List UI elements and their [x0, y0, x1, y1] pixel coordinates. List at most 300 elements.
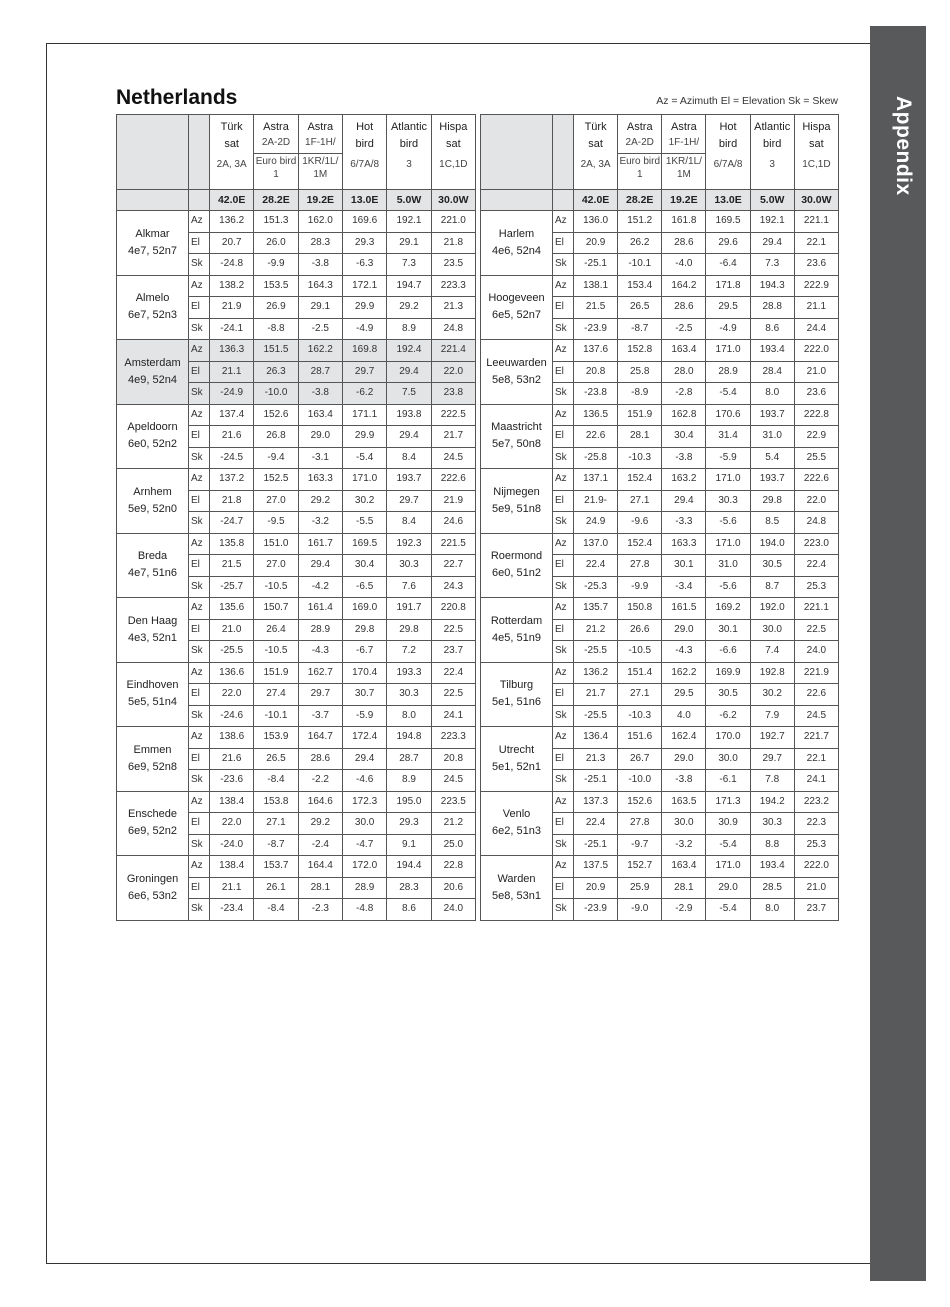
- city-cell: [481, 404, 553, 469]
- city-cell: [117, 211, 189, 276]
- value-cell: 28.1: [298, 877, 342, 899]
- value-cell: -5.9: [342, 705, 386, 727]
- value-cell: 30.2: [750, 684, 794, 706]
- city-coords: 4e5, 51n9: [492, 631, 541, 644]
- param-label: Az: [553, 791, 574, 813]
- value-cell: 21.1: [210, 877, 254, 899]
- city-name: Tilburg: [499, 679, 534, 692]
- value-cell: 163.4: [662, 856, 706, 878]
- value-cell: 21.6: [210, 748, 254, 770]
- satellite-group: Euro bird 1: [254, 153, 298, 181]
- value-cell: 221.1: [794, 211, 838, 233]
- value-cell: 136.0: [574, 211, 618, 233]
- value-cell: 223.3: [431, 275, 475, 297]
- value-cell: 23.5: [431, 254, 475, 276]
- value-cell: 171.1: [342, 404, 386, 426]
- value-cell: 164.4: [298, 856, 342, 878]
- param-label: Az: [189, 791, 210, 813]
- value-cell: 136.3: [210, 340, 254, 362]
- orbit-position: 5.0W: [387, 190, 431, 211]
- value-cell: 29.4: [750, 232, 794, 254]
- satellite-header: [254, 115, 298, 190]
- value-cell: 193.7: [750, 404, 794, 426]
- value-cell: -5.6: [706, 512, 750, 534]
- value-cell: 29.6: [706, 232, 750, 254]
- value-cell: 135.8: [210, 533, 254, 555]
- city-name: Roermond: [490, 550, 543, 563]
- city-cell: [481, 340, 553, 405]
- table-row: [481, 533, 839, 555]
- orbit-position: 30.0W: [431, 190, 475, 211]
- satellite-name: Astra: [626, 121, 653, 133]
- value-cell: -4.7: [342, 834, 386, 856]
- value-cell: 152.8: [618, 340, 662, 362]
- satellite-group: Euro bird 1: [618, 153, 662, 181]
- param-label: Sk: [189, 383, 210, 405]
- table-row: [481, 598, 839, 620]
- value-cell: 162.4: [662, 727, 706, 749]
- table-row: [481, 211, 839, 233]
- value-cell: 221.5: [431, 533, 475, 555]
- value-cell: 151.3: [254, 211, 298, 233]
- satellite-name: Atlantic: [754, 121, 791, 133]
- table-row: [481, 275, 839, 297]
- value-cell: 22.3: [794, 813, 838, 835]
- city-name: Leeuwarden: [486, 356, 547, 369]
- satellite-name: Türk: [220, 121, 243, 133]
- value-cell: 29.8: [387, 619, 431, 641]
- city-cell: [481, 856, 553, 921]
- orbit-position: 28.2E: [254, 190, 298, 211]
- value-cell: 21.7: [574, 684, 618, 706]
- value-cell: 29.0: [662, 619, 706, 641]
- value-cell: 24.5: [431, 770, 475, 792]
- value-cell: 192.3: [387, 533, 431, 555]
- satellite-subname: bird: [399, 138, 419, 150]
- value-cell: 24.1: [794, 770, 838, 792]
- value-cell: 151.0: [254, 533, 298, 555]
- value-cell: 137.2: [210, 469, 254, 491]
- satellite-subname: bird: [718, 138, 738, 150]
- table-row: [117, 469, 476, 491]
- satellite-header: [662, 115, 706, 190]
- city-name: Den Haag: [127, 614, 178, 627]
- value-cell: 162.8: [662, 404, 706, 426]
- city-coords: 6e0, 51n2: [492, 567, 541, 580]
- value-cell: 138.4: [210, 791, 254, 813]
- value-cell: 8.4: [387, 447, 431, 469]
- value-cell: 28.6: [662, 297, 706, 319]
- satellite-name: Hispa: [802, 121, 831, 133]
- param-label: El: [189, 619, 210, 641]
- satellite-subname: bird: [763, 138, 782, 150]
- value-cell: 192.1: [750, 211, 794, 233]
- city-coords: 4e3, 52n1: [128, 631, 177, 644]
- header-blank: [481, 115, 553, 190]
- value-cell: 21.5: [210, 555, 254, 577]
- value-cell: 28.1: [618, 426, 662, 448]
- value-cell: 26.9: [254, 297, 298, 319]
- param-label: El: [553, 684, 574, 706]
- value-cell: 222.5: [431, 404, 475, 426]
- param-label: El: [553, 232, 574, 254]
- value-cell: 222.6: [794, 469, 838, 491]
- value-cell: 221.4: [431, 340, 475, 362]
- value-cell: 29.2: [298, 813, 342, 835]
- value-cell: 21.0: [794, 877, 838, 899]
- param-label: Sk: [553, 770, 574, 792]
- value-cell: 7.8: [750, 770, 794, 792]
- value-cell: 28.9: [706, 361, 750, 383]
- value-cell: 29.5: [706, 297, 750, 319]
- value-cell: 136.6: [210, 662, 254, 684]
- value-cell: 24.1: [431, 705, 475, 727]
- value-cell: 222.8: [794, 404, 838, 426]
- value-cell: 163.5: [662, 791, 706, 813]
- value-cell: 22.5: [431, 619, 475, 641]
- value-cell: 193.4: [750, 856, 794, 878]
- table-row: [481, 340, 839, 362]
- value-cell: 26.7: [618, 748, 662, 770]
- value-cell: 8.6: [750, 318, 794, 340]
- value-cell: 29.2: [387, 297, 431, 319]
- value-cell: -10.5: [618, 641, 662, 663]
- value-cell: 169.8: [342, 340, 386, 362]
- value-cell: -3.2: [662, 834, 706, 856]
- value-cell: -25.5: [574, 705, 618, 727]
- value-cell: 21.6: [210, 426, 254, 448]
- header-blank: [189, 115, 210, 190]
- value-cell: 222.0: [794, 340, 838, 362]
- city-cell: [117, 533, 189, 598]
- value-cell: 21.0: [794, 361, 838, 383]
- param-label: Az: [553, 662, 574, 684]
- value-cell: -2.9: [662, 899, 706, 921]
- value-cell: 162.0: [298, 211, 342, 233]
- value-cell: 30.7: [342, 684, 386, 706]
- value-cell: -24.7: [210, 512, 254, 534]
- value-cell: 26.2: [618, 232, 662, 254]
- param-label: Az: [189, 404, 210, 426]
- value-cell: 162.2: [662, 662, 706, 684]
- value-cell: 7.3: [750, 254, 794, 276]
- param-label: Az: [189, 275, 210, 297]
- param-label: Az: [553, 404, 574, 426]
- city-cell: [117, 340, 189, 405]
- value-cell: 171.8: [706, 275, 750, 297]
- value-cell: 7.3: [387, 254, 431, 276]
- value-cell: 28.9: [298, 619, 342, 641]
- value-cell: 8.0: [750, 899, 794, 921]
- table-row: [117, 340, 476, 362]
- value-cell: 8.9: [387, 318, 431, 340]
- value-cell: 153.9: [254, 727, 298, 749]
- city-name: Maastricht: [491, 421, 542, 434]
- value-cell: 20.9: [574, 877, 618, 899]
- city-cell: [117, 727, 189, 792]
- city-coords: 5e1, 51n6: [492, 696, 541, 709]
- city-cell: [117, 469, 189, 534]
- value-cell: -6.4: [706, 254, 750, 276]
- value-cell: 29.0: [662, 748, 706, 770]
- city-cell: [481, 598, 553, 663]
- value-cell: 7.9: [750, 705, 794, 727]
- param-label: Sk: [189, 576, 210, 598]
- city-cell: [117, 662, 189, 727]
- param-label: Sk: [553, 705, 574, 727]
- value-cell: 194.3: [750, 275, 794, 297]
- param-label: Az: [189, 856, 210, 878]
- satellite-subname: 1F-1H/: [305, 137, 336, 148]
- value-cell: 191.7: [387, 598, 431, 620]
- param-label: Az: [189, 727, 210, 749]
- value-cell: 152.4: [618, 469, 662, 491]
- value-cell: 8.0: [387, 705, 431, 727]
- value-cell: 21.3: [431, 297, 475, 319]
- value-cell: -23.4: [210, 899, 254, 921]
- param-label: El: [553, 555, 574, 577]
- orbit-position: 5.0W: [750, 190, 794, 211]
- value-cell: -4.0: [662, 254, 706, 276]
- satellite-subname: sat: [809, 138, 824, 150]
- city-cell: [481, 469, 553, 534]
- param-label: El: [189, 813, 210, 835]
- table-row: [117, 211, 476, 233]
- value-cell: 29.4: [387, 361, 431, 383]
- satellite-subname: sat: [224, 138, 239, 150]
- satellite-header: [618, 115, 662, 190]
- orbit-position: 13.0E: [342, 190, 386, 211]
- param-label: El: [553, 426, 574, 448]
- value-cell: 20.9: [574, 232, 618, 254]
- city-name: Groningen: [126, 872, 179, 885]
- value-cell: 25.3: [794, 576, 838, 598]
- value-cell: -3.8: [662, 447, 706, 469]
- value-cell: 192.1: [387, 211, 431, 233]
- value-cell: 30.5: [706, 684, 750, 706]
- value-cell: 30.3: [750, 813, 794, 835]
- value-cell: 150.7: [254, 598, 298, 620]
- value-cell: 171.0: [706, 533, 750, 555]
- city-coords: 5e8, 53n1: [492, 889, 541, 902]
- city-name: Amsterdam: [124, 356, 181, 369]
- value-cell: 194.2: [750, 791, 794, 813]
- value-cell: -9.9: [618, 576, 662, 598]
- param-label: Sk: [553, 641, 574, 663]
- param-label: El: [553, 361, 574, 383]
- param-label: El: [189, 684, 210, 706]
- value-cell: 25.0: [431, 834, 475, 856]
- value-cell: 151.9: [254, 662, 298, 684]
- value-cell: 26.6: [618, 619, 662, 641]
- value-cell: 28.4: [750, 361, 794, 383]
- param-label: Az: [189, 662, 210, 684]
- value-cell: 8.8: [750, 834, 794, 856]
- satellite-table-right: [480, 114, 839, 921]
- city-coords: 6e9, 52n8: [128, 760, 177, 773]
- value-cell: 138.2: [210, 275, 254, 297]
- value-cell: -24.9: [210, 383, 254, 405]
- value-cell: -5.4: [706, 383, 750, 405]
- value-cell: 194.7: [387, 275, 431, 297]
- value-cell: -6.2: [342, 383, 386, 405]
- value-cell: 164.2: [662, 275, 706, 297]
- value-cell: -25.5: [210, 641, 254, 663]
- value-cell: 24.6: [431, 512, 475, 534]
- value-cell: 164.6: [298, 791, 342, 813]
- value-cell: 7.5: [387, 383, 431, 405]
- param-label: Az: [553, 340, 574, 362]
- value-cell: 193.7: [750, 469, 794, 491]
- value-cell: -5.4: [342, 447, 386, 469]
- value-cell: 152.5: [254, 469, 298, 491]
- value-cell: 21.1: [210, 361, 254, 383]
- value-cell: -8.7: [618, 318, 662, 340]
- value-cell: 136.5: [574, 404, 618, 426]
- value-cell: 26.8: [254, 426, 298, 448]
- value-cell: 28.6: [662, 232, 706, 254]
- value-cell: 22.4: [574, 813, 618, 835]
- value-cell: 193.3: [387, 662, 431, 684]
- value-cell: -2.8: [662, 383, 706, 405]
- value-cell: 30.2: [342, 490, 386, 512]
- value-cell: 169.9: [706, 662, 750, 684]
- value-cell: 23.6: [794, 383, 838, 405]
- satellite-header: [387, 115, 431, 190]
- value-cell: -23.9: [574, 899, 618, 921]
- position-blank: [117, 190, 189, 211]
- value-cell: 8.6: [387, 899, 431, 921]
- value-cell: 28.3: [298, 232, 342, 254]
- param-label: Sk: [189, 641, 210, 663]
- value-cell: 29.0: [706, 877, 750, 899]
- value-cell: 136.2: [210, 211, 254, 233]
- value-cell: -25.1: [574, 770, 618, 792]
- value-cell: 153.7: [254, 856, 298, 878]
- value-cell: 29.5: [662, 684, 706, 706]
- value-cell: 161.5: [662, 598, 706, 620]
- value-cell: -5.5: [342, 512, 386, 534]
- table-row: [117, 404, 476, 426]
- param-label: Az: [553, 856, 574, 878]
- city-cell: [481, 791, 553, 856]
- value-cell: -9.6: [618, 512, 662, 534]
- city-name: Alkmar: [135, 227, 170, 240]
- value-cell: 9.1: [387, 834, 431, 856]
- city-name: Breda: [137, 550, 168, 563]
- city-name: Utrecht: [498, 743, 535, 756]
- satellite-header: [750, 115, 794, 190]
- value-cell: 29.8: [342, 619, 386, 641]
- value-cell: 137.6: [574, 340, 618, 362]
- satellite-name: Hot: [356, 121, 374, 133]
- value-cell: 138.6: [210, 727, 254, 749]
- satellite-subname: 2A-2D: [625, 137, 654, 148]
- value-cell: -2.5: [662, 318, 706, 340]
- value-cell: 135.6: [210, 598, 254, 620]
- city-cell: [481, 727, 553, 792]
- satellite-group: 1C,1D: [802, 159, 831, 170]
- position-blank: [553, 190, 574, 211]
- orbit-position-row: [481, 190, 839, 211]
- value-cell: 26.3: [254, 361, 298, 383]
- value-cell: -10.3: [618, 705, 662, 727]
- value-cell: 21.3: [574, 748, 618, 770]
- value-cell: 171.0: [706, 856, 750, 878]
- value-cell: 22.4: [431, 662, 475, 684]
- value-cell: 29.9: [342, 426, 386, 448]
- satellite-table-left: [116, 114, 476, 921]
- value-cell: 29.4: [342, 748, 386, 770]
- value-cell: 193.7: [387, 469, 431, 491]
- value-cell: 220.8: [431, 598, 475, 620]
- city-cell: [481, 533, 553, 598]
- value-cell: 137.4: [210, 404, 254, 426]
- value-cell: 28.5: [750, 877, 794, 899]
- satellite-header: [794, 115, 838, 190]
- param-label: Sk: [189, 254, 210, 276]
- city-cell: [481, 275, 553, 340]
- value-cell: 24.5: [794, 705, 838, 727]
- value-cell: 22.7: [431, 555, 475, 577]
- value-cell: 27.0: [254, 490, 298, 512]
- city-cell: [117, 404, 189, 469]
- satellite-group: 2A, 3A: [216, 159, 247, 170]
- city-cell: [117, 275, 189, 340]
- param-label: El: [189, 877, 210, 899]
- value-cell: -6.7: [342, 641, 386, 663]
- value-cell: -25.5: [574, 641, 618, 663]
- param-label: Az: [553, 533, 574, 555]
- value-cell: 136.4: [574, 727, 618, 749]
- value-cell: 162.2: [298, 340, 342, 362]
- value-cell: 169.5: [706, 211, 750, 233]
- value-cell: 137.5: [574, 856, 618, 878]
- value-cell: 20.7: [210, 232, 254, 254]
- value-cell: 152.4: [618, 533, 662, 555]
- value-cell: 29.7: [342, 361, 386, 383]
- param-label: Az: [189, 340, 210, 362]
- value-cell: -25.1: [574, 834, 618, 856]
- param-label: Sk: [189, 834, 210, 856]
- value-cell: -3.2: [298, 512, 342, 534]
- satellite-header: [706, 115, 750, 190]
- value-cell: 26.5: [618, 297, 662, 319]
- value-cell: 153.4: [618, 275, 662, 297]
- satellite-subname: 2A-2D: [261, 137, 291, 148]
- value-cell: 30.3: [706, 490, 750, 512]
- param-label: El: [553, 490, 574, 512]
- value-cell: -3.8: [298, 254, 342, 276]
- value-cell: 25.3: [794, 834, 838, 856]
- value-cell: 27.8: [618, 555, 662, 577]
- value-cell: 192.8: [750, 662, 794, 684]
- param-label: Sk: [189, 705, 210, 727]
- param-label: Az: [553, 211, 574, 233]
- value-cell: 152.6: [618, 791, 662, 813]
- satellite-header: [342, 115, 386, 190]
- value-cell: 21.2: [574, 619, 618, 641]
- value-cell: 21.9: [431, 490, 475, 512]
- param-label: Az: [553, 275, 574, 297]
- city-cell: [481, 211, 553, 276]
- table-row: [117, 727, 476, 749]
- value-cell: -25.8: [574, 447, 618, 469]
- city-coords: 6e0, 52n2: [128, 438, 177, 451]
- param-label: El: [553, 877, 574, 899]
- param-label: Sk: [553, 834, 574, 856]
- value-cell: -8.4: [254, 899, 298, 921]
